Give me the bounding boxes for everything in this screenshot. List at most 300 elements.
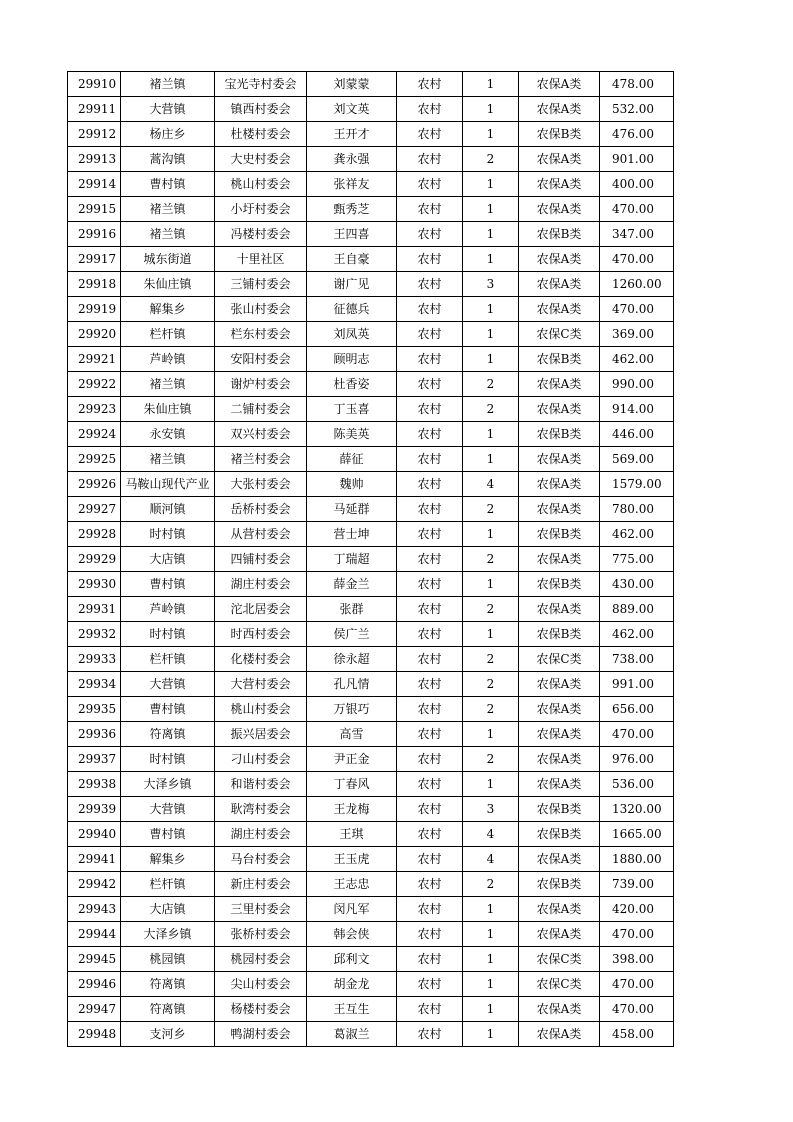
town-cell: 褚兰镇 (121, 447, 215, 472)
table-row (68, 497, 674, 522)
insurance-class-cell: 农保B类 (519, 872, 600, 897)
table-row (68, 872, 674, 897)
table-row (68, 397, 674, 422)
record-id-cell: 29939 (68, 797, 121, 822)
residence-type-cell: 农村 (397, 347, 463, 372)
residence-type-cell: 农村 (397, 72, 463, 97)
household-size-cell: 1 (463, 72, 519, 97)
insurance-class-cell: 农保A类 (519, 997, 600, 1022)
table-row (68, 222, 674, 247)
village-cell: 从营村委会 (215, 522, 307, 547)
record-id-cell: 29925 (68, 447, 121, 472)
insurance-class-cell: 农保C类 (519, 647, 600, 672)
records-table (67, 71, 674, 1047)
person-name-cell: 徐永超 (307, 647, 397, 672)
record-id-cell: 29938 (68, 772, 121, 797)
village-cell: 新庄村委会 (215, 872, 307, 897)
household-size-cell: 2 (463, 372, 519, 397)
residence-type-cell: 农村 (397, 197, 463, 222)
town-cell: 蒿沟镇 (121, 147, 215, 172)
table-row (68, 547, 674, 572)
residence-type-cell: 农村 (397, 997, 463, 1022)
household-size-cell: 2 (463, 697, 519, 722)
record-id-cell: 29947 (68, 997, 121, 1022)
residence-type-cell: 农村 (397, 597, 463, 622)
person-name-cell: 葛淑兰 (307, 1022, 397, 1047)
amount-cell: 462.00 (600, 522, 674, 547)
village-cell: 大营村委会 (215, 672, 307, 697)
town-cell: 曹村镇 (121, 822, 215, 847)
insurance-class-cell: 农保B类 (519, 622, 600, 647)
record-id-cell: 29924 (68, 422, 121, 447)
person-name-cell: 王龙梅 (307, 797, 397, 822)
village-cell: 四铺村委会 (215, 547, 307, 572)
person-name-cell: 张群 (307, 597, 397, 622)
record-id-cell: 29936 (68, 722, 121, 747)
amount-cell: 889.00 (600, 597, 674, 622)
amount-cell: 991.00 (600, 672, 674, 697)
insurance-class-cell: 农保A类 (519, 697, 600, 722)
person-name-cell: 丁春风 (307, 772, 397, 797)
household-size-cell: 1 (463, 447, 519, 472)
amount-cell: 1579.00 (600, 472, 674, 497)
town-cell: 永安镇 (121, 422, 215, 447)
table-row (68, 422, 674, 447)
residence-type-cell: 农村 (397, 972, 463, 997)
residence-type-cell: 农村 (397, 272, 463, 297)
village-cell: 沱北居委会 (215, 597, 307, 622)
town-cell: 大营镇 (121, 672, 215, 697)
amount-cell: 446.00 (600, 422, 674, 447)
town-cell: 曹村镇 (121, 172, 215, 197)
residence-type-cell: 农村 (397, 472, 463, 497)
table-row (68, 122, 674, 147)
amount-cell: 738.00 (600, 647, 674, 672)
amount-cell: 398.00 (600, 947, 674, 972)
amount-cell: 462.00 (600, 347, 674, 372)
person-name-cell: 顾明志 (307, 347, 397, 372)
town-cell: 栏杆镇 (121, 322, 215, 347)
record-id-cell: 29928 (68, 522, 121, 547)
residence-type-cell: 农村 (397, 872, 463, 897)
record-id-cell: 29930 (68, 572, 121, 597)
table-row (68, 572, 674, 597)
household-size-cell: 1 (463, 522, 519, 547)
insurance-class-cell: 农保A类 (519, 847, 600, 872)
town-cell: 大泽乡镇 (121, 772, 215, 797)
insurance-class-cell: 农保C类 (519, 947, 600, 972)
amount-cell: 976.00 (600, 747, 674, 772)
record-id-cell: 29935 (68, 697, 121, 722)
record-id-cell: 29912 (68, 122, 121, 147)
household-size-cell: 2 (463, 747, 519, 772)
residence-type-cell: 农村 (397, 397, 463, 422)
amount-cell: 532.00 (600, 97, 674, 122)
table-row (68, 172, 674, 197)
table-row (68, 472, 674, 497)
table-row (68, 622, 674, 647)
record-id-cell: 29941 (68, 847, 121, 872)
insurance-class-cell: 农保B类 (519, 422, 600, 447)
residence-type-cell: 农村 (397, 172, 463, 197)
record-id-cell: 29926 (68, 472, 121, 497)
insurance-class-cell: 农保A类 (519, 172, 600, 197)
household-size-cell: 1 (463, 622, 519, 647)
person-name-cell: 闵凡军 (307, 897, 397, 922)
village-cell: 谢炉村委会 (215, 372, 307, 397)
table-row (68, 972, 674, 997)
village-cell: 杜楼村委会 (215, 122, 307, 147)
household-size-cell: 3 (463, 797, 519, 822)
household-size-cell: 1 (463, 572, 519, 597)
village-cell: 和谐村委会 (215, 772, 307, 797)
household-size-cell: 1 (463, 772, 519, 797)
person-name-cell: 韩会侠 (307, 922, 397, 947)
record-id-cell: 29933 (68, 647, 121, 672)
village-cell: 冯楼村委会 (215, 222, 307, 247)
town-cell: 解集乡 (121, 847, 215, 872)
table-row (68, 697, 674, 722)
residence-type-cell: 农村 (397, 297, 463, 322)
amount-cell: 470.00 (600, 722, 674, 747)
village-cell: 尖山村委会 (215, 972, 307, 997)
household-size-cell: 4 (463, 472, 519, 497)
village-cell: 鸭湖村委会 (215, 1022, 307, 1047)
insurance-class-cell: 农保A类 (519, 747, 600, 772)
amount-cell: 430.00 (600, 572, 674, 597)
household-size-cell: 1 (463, 1022, 519, 1047)
household-size-cell: 1 (463, 347, 519, 372)
village-cell: 三铺村委会 (215, 272, 307, 297)
table-row (68, 72, 674, 97)
record-id-cell: 29910 (68, 72, 121, 97)
table-row (68, 747, 674, 772)
town-cell: 栏杆镇 (121, 647, 215, 672)
insurance-class-cell: 农保B类 (519, 347, 600, 372)
table-row (68, 897, 674, 922)
table-row (68, 722, 674, 747)
residence-type-cell: 农村 (397, 797, 463, 822)
table-row (68, 997, 674, 1022)
insurance-class-cell: 农保A类 (519, 397, 600, 422)
household-size-cell: 1 (463, 422, 519, 447)
record-id-cell: 29934 (68, 672, 121, 697)
insurance-class-cell: 农保A类 (519, 897, 600, 922)
person-name-cell: 王自豪 (307, 247, 397, 272)
table-row (68, 247, 674, 272)
village-cell: 马台村委会 (215, 847, 307, 872)
village-cell: 二铺村委会 (215, 397, 307, 422)
amount-cell: 656.00 (600, 697, 674, 722)
household-size-cell: 2 (463, 497, 519, 522)
town-cell: 曹村镇 (121, 572, 215, 597)
village-cell: 湖庄村委会 (215, 822, 307, 847)
village-cell: 十里社区 (215, 247, 307, 272)
residence-type-cell: 农村 (397, 822, 463, 847)
residence-type-cell: 农村 (397, 422, 463, 447)
residence-type-cell: 农村 (397, 322, 463, 347)
town-cell: 芦岭镇 (121, 597, 215, 622)
residence-type-cell: 农村 (397, 572, 463, 597)
town-cell: 朱仙庄镇 (121, 397, 215, 422)
table-row (68, 447, 674, 472)
person-name-cell: 胡金龙 (307, 972, 397, 997)
village-cell: 镇西村委会 (215, 97, 307, 122)
record-id-cell: 29920 (68, 322, 121, 347)
town-cell: 符离镇 (121, 722, 215, 747)
household-size-cell: 2 (463, 397, 519, 422)
town-cell: 支河乡 (121, 1022, 215, 1047)
insurance-class-cell: 农保A类 (519, 597, 600, 622)
table-row (68, 197, 674, 222)
village-cell: 化楼村委会 (215, 647, 307, 672)
village-cell: 桃山村委会 (215, 697, 307, 722)
person-name-cell: 王四喜 (307, 222, 397, 247)
record-id-cell: 29923 (68, 397, 121, 422)
insurance-class-cell: 农保B类 (519, 222, 600, 247)
village-cell: 岳桥村委会 (215, 497, 307, 522)
person-name-cell: 邱利文 (307, 947, 397, 972)
amount-cell: 478.00 (600, 72, 674, 97)
town-cell: 曹村镇 (121, 697, 215, 722)
residence-type-cell: 农村 (397, 672, 463, 697)
amount-cell: 462.00 (600, 622, 674, 647)
residence-type-cell: 农村 (397, 747, 463, 772)
person-name-cell: 孔凡情 (307, 672, 397, 697)
village-cell: 安阳村委会 (215, 347, 307, 372)
insurance-class-cell: 农保A类 (519, 547, 600, 572)
town-cell: 大泽乡镇 (121, 922, 215, 947)
person-name-cell: 刘凤英 (307, 322, 397, 347)
household-size-cell: 1 (463, 997, 519, 1022)
amount-cell: 470.00 (600, 247, 674, 272)
amount-cell: 569.00 (600, 447, 674, 472)
residence-type-cell: 农村 (397, 372, 463, 397)
residence-type-cell: 农村 (397, 722, 463, 747)
household-size-cell: 2 (463, 872, 519, 897)
record-id-cell: 29942 (68, 872, 121, 897)
household-size-cell: 1 (463, 222, 519, 247)
village-cell: 大张村委会 (215, 472, 307, 497)
person-name-cell: 王开才 (307, 122, 397, 147)
household-size-cell: 4 (463, 822, 519, 847)
record-id-cell: 29921 (68, 347, 121, 372)
residence-type-cell: 农村 (397, 897, 463, 922)
village-cell: 杨楼村委会 (215, 997, 307, 1022)
person-name-cell: 侯广兰 (307, 622, 397, 647)
person-name-cell: 谢广见 (307, 272, 397, 297)
person-name-cell: 丁玉喜 (307, 397, 397, 422)
household-size-cell: 1 (463, 947, 519, 972)
residence-type-cell: 农村 (397, 122, 463, 147)
person-name-cell: 刘文英 (307, 97, 397, 122)
insurance-class-cell: 农保A类 (519, 1022, 600, 1047)
person-name-cell: 刘蒙蒙 (307, 72, 397, 97)
amount-cell: 739.00 (600, 872, 674, 897)
person-name-cell: 王互生 (307, 997, 397, 1022)
residence-type-cell: 农村 (397, 497, 463, 522)
town-cell: 时村镇 (121, 522, 215, 547)
insurance-class-cell: 农保A类 (519, 497, 600, 522)
person-name-cell: 丁瑞超 (307, 547, 397, 572)
table-row (68, 847, 674, 872)
household-size-cell: 2 (463, 547, 519, 572)
town-cell: 大店镇 (121, 897, 215, 922)
village-cell: 小圩村委会 (215, 197, 307, 222)
insurance-class-cell: 农保A类 (519, 72, 600, 97)
amount-cell: 470.00 (600, 972, 674, 997)
person-name-cell: 魏帅 (307, 472, 397, 497)
insurance-class-cell: 农保B类 (519, 572, 600, 597)
village-cell: 双兴村委会 (215, 422, 307, 447)
table-row (68, 797, 674, 822)
person-name-cell: 张祥友 (307, 172, 397, 197)
insurance-class-cell: 农保A类 (519, 372, 600, 397)
person-name-cell: 王琪 (307, 822, 397, 847)
town-cell: 大营镇 (121, 797, 215, 822)
record-id-cell: 29913 (68, 147, 121, 172)
household-size-cell: 3 (463, 272, 519, 297)
insurance-class-cell: 农保A类 (519, 472, 600, 497)
town-cell: 杨庄乡 (121, 122, 215, 147)
village-cell: 时西村委会 (215, 622, 307, 647)
record-id-cell: 29943 (68, 897, 121, 922)
table-row (68, 97, 674, 122)
residence-type-cell: 农村 (397, 522, 463, 547)
insurance-class-cell: 农保A类 (519, 672, 600, 697)
town-cell: 符离镇 (121, 997, 215, 1022)
amount-cell: 470.00 (600, 297, 674, 322)
person-name-cell: 尹正金 (307, 747, 397, 772)
household-size-cell: 1 (463, 922, 519, 947)
insurance-class-cell: 农保C类 (519, 972, 600, 997)
person-name-cell: 龚永强 (307, 147, 397, 172)
household-size-cell: 2 (463, 597, 519, 622)
amount-cell: 369.00 (600, 322, 674, 347)
village-cell: 三里村委会 (215, 897, 307, 922)
residence-type-cell: 农村 (397, 97, 463, 122)
household-size-cell: 2 (463, 647, 519, 672)
household-size-cell: 1 (463, 172, 519, 197)
table-row (68, 947, 674, 972)
insurance-class-cell: 农保A类 (519, 197, 600, 222)
person-name-cell: 王志忠 (307, 872, 397, 897)
person-name-cell: 甄秀芝 (307, 197, 397, 222)
record-id-cell: 29932 (68, 622, 121, 647)
village-cell: 褚兰村委会 (215, 447, 307, 472)
household-size-cell: 1 (463, 197, 519, 222)
village-cell: 张山村委会 (215, 297, 307, 322)
town-cell: 褚兰镇 (121, 72, 215, 97)
person-name-cell: 征德兵 (307, 297, 397, 322)
table-row (68, 297, 674, 322)
insurance-class-cell: 农保A类 (519, 272, 600, 297)
town-cell: 城东街道 (121, 247, 215, 272)
village-cell: 耿湾村委会 (215, 797, 307, 822)
town-cell: 褚兰镇 (121, 372, 215, 397)
household-size-cell: 1 (463, 122, 519, 147)
table-row (68, 322, 674, 347)
insurance-class-cell: 农保A类 (519, 772, 600, 797)
town-cell: 大营镇 (121, 97, 215, 122)
insurance-class-cell: 农保B类 (519, 822, 600, 847)
table-row (68, 772, 674, 797)
person-name-cell: 王玉虎 (307, 847, 397, 872)
residence-type-cell: 农村 (397, 947, 463, 972)
record-id-cell: 29914 (68, 172, 121, 197)
insurance-class-cell: 农保A类 (519, 922, 600, 947)
residence-type-cell: 农村 (397, 1022, 463, 1047)
household-size-cell: 1 (463, 97, 519, 122)
person-name-cell: 营士坤 (307, 522, 397, 547)
amount-cell: 470.00 (600, 922, 674, 947)
amount-cell: 1260.00 (600, 272, 674, 297)
table-row (68, 597, 674, 622)
table-row (68, 647, 674, 672)
person-name-cell: 陈美英 (307, 422, 397, 447)
record-id-cell: 29927 (68, 497, 121, 522)
person-name-cell: 马延群 (307, 497, 397, 522)
amount-cell: 775.00 (600, 547, 674, 572)
record-id-cell: 29922 (68, 372, 121, 397)
person-name-cell: 薛征 (307, 447, 397, 472)
village-cell: 张桥村委会 (215, 922, 307, 947)
person-name-cell: 万银巧 (307, 697, 397, 722)
residence-type-cell: 农村 (397, 147, 463, 172)
household-size-cell: 2 (463, 672, 519, 697)
town-cell: 桃园镇 (121, 947, 215, 972)
town-cell: 时村镇 (121, 747, 215, 772)
town-cell: 朱仙庄镇 (121, 272, 215, 297)
residence-type-cell: 农村 (397, 772, 463, 797)
record-id-cell: 29919 (68, 297, 121, 322)
amount-cell: 901.00 (600, 147, 674, 172)
town-cell: 大店镇 (121, 547, 215, 572)
village-cell: 湖庄村委会 (215, 572, 307, 597)
table-row (68, 272, 674, 297)
residence-type-cell: 农村 (397, 847, 463, 872)
record-id-cell: 29945 (68, 947, 121, 972)
person-name-cell: 高雪 (307, 722, 397, 747)
amount-cell: 470.00 (600, 997, 674, 1022)
table-row (68, 822, 674, 847)
insurance-class-cell: 农保A类 (519, 97, 600, 122)
amount-cell: 400.00 (600, 172, 674, 197)
person-name-cell: 薛金兰 (307, 572, 397, 597)
town-cell: 栏杆镇 (121, 872, 215, 897)
amount-cell: 1880.00 (600, 847, 674, 872)
insurance-class-cell: 农保A类 (519, 297, 600, 322)
amount-cell: 476.00 (600, 122, 674, 147)
record-id-cell: 29916 (68, 222, 121, 247)
record-id-cell: 29929 (68, 547, 121, 572)
village-cell: 桃园村委会 (215, 947, 307, 972)
village-cell: 大史村委会 (215, 147, 307, 172)
table-row (68, 372, 674, 397)
insurance-class-cell: 农保B类 (519, 122, 600, 147)
residence-type-cell: 农村 (397, 247, 463, 272)
town-cell: 解集乡 (121, 297, 215, 322)
insurance-class-cell: 农保C类 (519, 322, 600, 347)
household-size-cell: 1 (463, 722, 519, 747)
record-id-cell: 29917 (68, 247, 121, 272)
village-cell: 桃山村委会 (215, 172, 307, 197)
record-id-cell: 29915 (68, 197, 121, 222)
residence-type-cell: 农村 (397, 647, 463, 672)
table-row (68, 347, 674, 372)
town-cell: 褚兰镇 (121, 197, 215, 222)
table-row (68, 522, 674, 547)
